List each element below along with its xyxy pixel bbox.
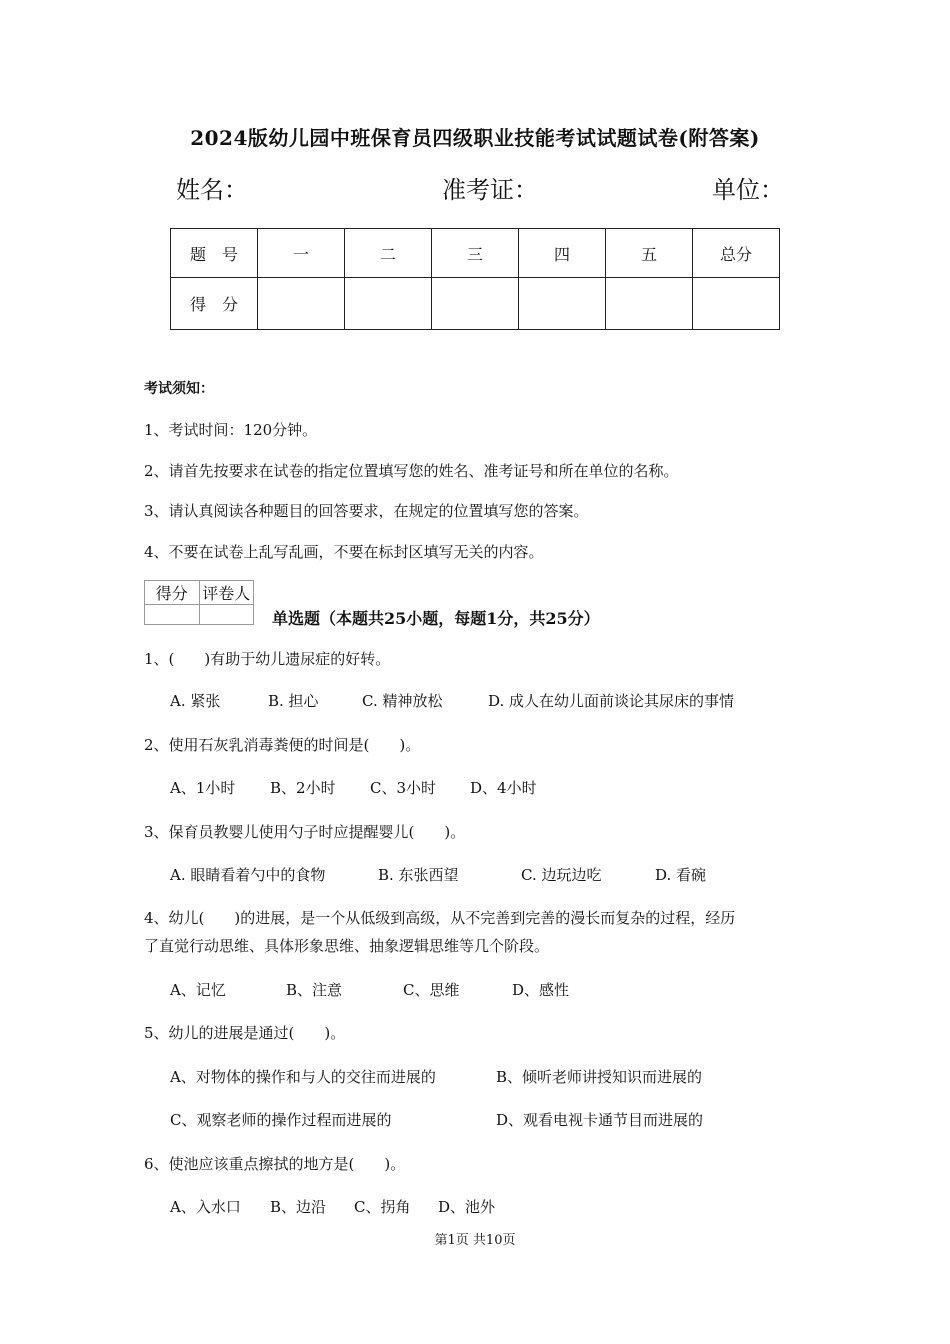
question-option: A. 眼睛看着勺中的食物 — [170, 866, 326, 884]
score-cell — [432, 278, 519, 330]
score-table-header-cell: 三 — [432, 229, 519, 278]
score-cell — [345, 278, 432, 330]
question-option: C、拐角 — [354, 1198, 411, 1216]
question-option: C、思维 — [403, 981, 460, 999]
score-row-label: 得 分 — [171, 278, 258, 330]
question-stem: 3、保育员教婴儿使用勺子时应提醒婴儿( )。 — [144, 823, 466, 841]
question-option: A、1小时 — [170, 779, 236, 797]
question-option: B、边沿 — [270, 1198, 327, 1216]
question-option: C、3小时 — [370, 779, 437, 797]
score-cell — [519, 278, 606, 330]
grader-box — [144, 580, 254, 625]
question-option: B. 担心 — [268, 692, 319, 710]
question-option: B. 东张西望 — [378, 866, 459, 884]
question-option: C、观察老师的操作过程而进展的 — [170, 1111, 392, 1129]
page-footer: 第1页 共10页 — [434, 1233, 516, 1248]
question-option: A. 紧张 — [170, 692, 221, 710]
question-option: C. 精神放松 — [362, 692, 443, 710]
score-cell — [258, 278, 345, 330]
notice-item: 4、不要在试卷上乱写乱画，不要在标封区填写无关的内容。 — [144, 543, 544, 561]
question-option: B、倾听老师讲授知识而进展的 — [496, 1068, 703, 1086]
question-stem-continued: 了直觉行动思维、具体形象思维、抽象逻辑思维等几个阶段。 — [144, 937, 550, 955]
score-table-header-cell: 题 号 — [171, 229, 258, 278]
notice-heading: 考试须知： — [144, 381, 214, 397]
question-option: D. 成人在幼儿面前谈论其尿床的事情 — [488, 692, 735, 710]
question-option: D、池外 — [438, 1198, 496, 1216]
question-stem: 5、幼儿的进展是通过( )。 — [144, 1024, 346, 1042]
question-option: A、记忆 — [170, 981, 226, 999]
exam-id-label: 准考证： — [442, 176, 538, 204]
score-table-header-cell: 五 — [606, 229, 693, 278]
question-option: B、2小时 — [270, 779, 336, 797]
score-table-score-row — [171, 278, 780, 330]
score-table-header-cell: 总分 — [693, 229, 780, 278]
score-table-header-cell: 二 — [345, 229, 432, 278]
question-option: B、注意 — [286, 981, 343, 999]
question-stem: 4、幼儿( )的进展，是一个从低级到高级，从不完善到完善的漫长而复杂的过程，经历 — [144, 909, 736, 927]
question-option: A、对物体的操作和与人的交往而进展的 — [170, 1068, 436, 1086]
grader-score-cell — [145, 605, 200, 625]
score-cell — [693, 278, 780, 330]
question-option: D. 看碗 — [655, 866, 707, 884]
section-title: 单选题（本题共25小题，每题1分，共25分） — [272, 609, 600, 628]
question-option: D、4小时 — [470, 779, 537, 797]
question-stem: 1、( )有助于幼儿遗尿症的好转。 — [144, 650, 391, 668]
name-label: 姓名： — [176, 176, 248, 204]
notice-item: 3、请认真阅读各种题目的回答要求，在规定的位置填写您的答案。 — [144, 502, 589, 520]
notice-item: 2、请首先按要求在试卷的指定位置填写您的姓名、准考证号和所在单位的名称。 — [144, 462, 679, 480]
grader-score-label: 得分 — [145, 581, 200, 605]
question-option: D、观看电视卡通节目而进展的 — [496, 1111, 704, 1129]
notice-item: 1、考试时间：120分钟。 — [144, 421, 318, 439]
unit-label: 单位： — [712, 176, 784, 204]
score-table-header-row — [171, 229, 780, 278]
grader-reviewer-cell — [199, 605, 254, 625]
question-option: C. 边玩边吃 — [521, 866, 602, 884]
page-title: 2024版幼儿园中班保育员四级职业技能考试试题试卷(附答案) — [190, 126, 760, 150]
question-stem: 2、使用石灰乳消毒粪便的时间是( )。 — [144, 736, 421, 754]
question-option: D、感性 — [512, 981, 570, 999]
score-cell — [606, 278, 693, 330]
question-option: A、入水口 — [170, 1198, 241, 1216]
grader-reviewer-label: 评卷人 — [199, 581, 254, 605]
score-table-header-cell: 四 — [519, 229, 606, 278]
question-stem: 6、使池应该重点擦拭的地方是( )。 — [144, 1155, 406, 1173]
score-table-header-cell: 一 — [258, 229, 345, 278]
score-table — [170, 228, 780, 330]
